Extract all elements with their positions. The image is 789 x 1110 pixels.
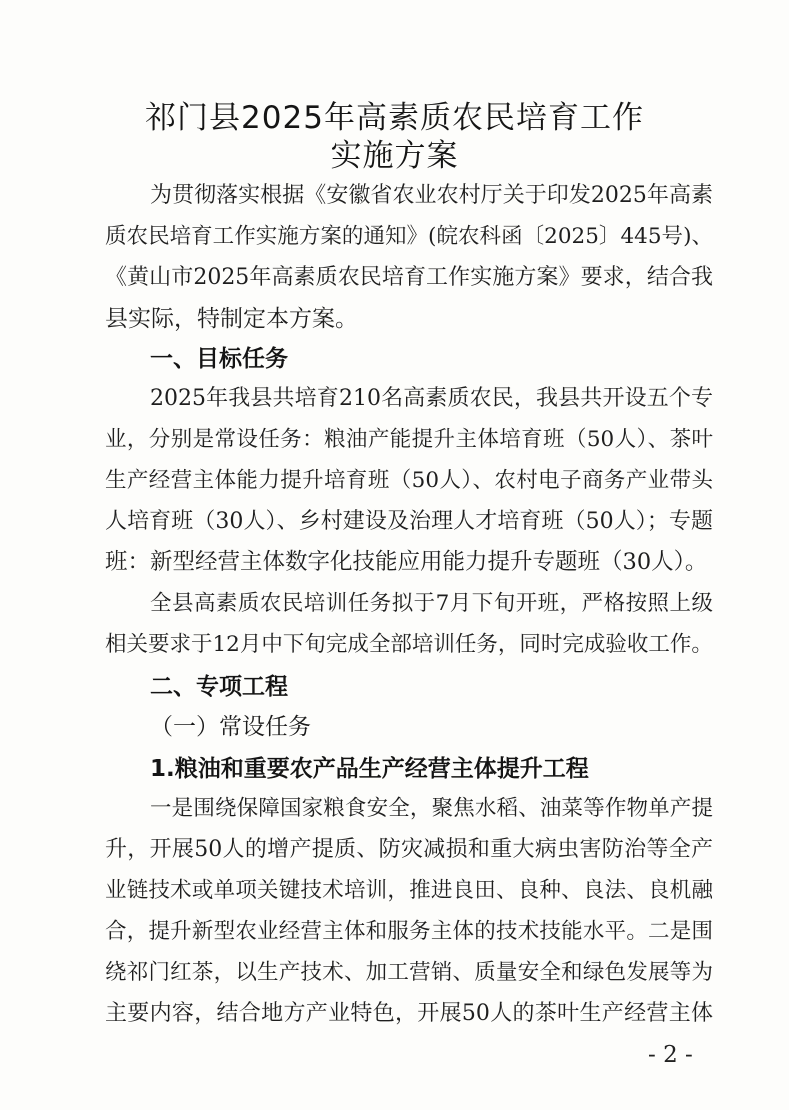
project-line: 升，开展50人的增产提质、防灾减损和重大病虫害防治等全产: [105, 837, 713, 862]
subsection-heading-regular-tasks: （一）常设任务: [150, 714, 311, 740]
project-line: 一是围绕保障国家粮食安全，聚焦水稻、油菜等作物单产提: [150, 796, 713, 821]
project-line: 主要内容，结合地方产业特色，开展50人的茶叶生产经营主体: [105, 1001, 713, 1026]
intro-line: 质农民培育工作实施方案的通知》(皖农科函〔2025〕445号)、: [105, 224, 713, 249]
goals-line: 业，分别是常设任务：粮油产能提升主体培育班（50人）、茶叶: [105, 427, 713, 452]
project-line: 绕祁门红茶，以生产技术、加工营销、质量安全和绿色发展等为: [105, 960, 713, 985]
schedule-line: 相关要求于12月中下旬完成全部培训任务，同时完成验收工作。: [105, 632, 713, 657]
goals-line: 人培育班（30人）、乡村建设及治理人才培育班（50人）；专题: [105, 509, 713, 534]
page-number: - 2 -: [648, 1042, 693, 1068]
item-heading-grain-oil: 1.粮油和重要农产品生产经营主体提升工程: [150, 756, 589, 782]
intro-line: 《黄山市2025年高素质农民培育工作实施方案》要求，结合我: [105, 265, 713, 290]
goals-line: 生产经营主体能力提升培育班（50人）、农村电子商务产业带头: [105, 468, 713, 493]
intro-line: 县实际，特制定本方案。: [105, 306, 358, 332]
section-heading-projects: 二、专项工程: [150, 674, 288, 700]
document-title-line-2: 实施方案: [330, 138, 459, 174]
goals-line: 班：新型经营主体数字化技能应用能力提升专题班（30人）。: [105, 549, 708, 575]
intro-line: 为贯彻落实根据《安徽省农业农村厅关于印发2025年高素: [150, 183, 713, 208]
section-heading-goals: 一、目标任务: [150, 346, 288, 372]
schedule-line: 全县高素质农民培训任务拟于7月下旬开班，严格按照上级: [150, 591, 713, 616]
project-line: 合，提升新型农业经营主体和服务主体的技术技能水平。二是围: [105, 919, 713, 944]
goals-line: 2025年我县共培育210名高素质农民，我县共开设五个专: [150, 386, 713, 411]
project-line: 业链技术或单项关键技术培训，推进良田、良种、良法、良机融: [105, 878, 713, 903]
document-title-line-1: 祁门县2025年高素质农民培育工作: [145, 100, 644, 136]
